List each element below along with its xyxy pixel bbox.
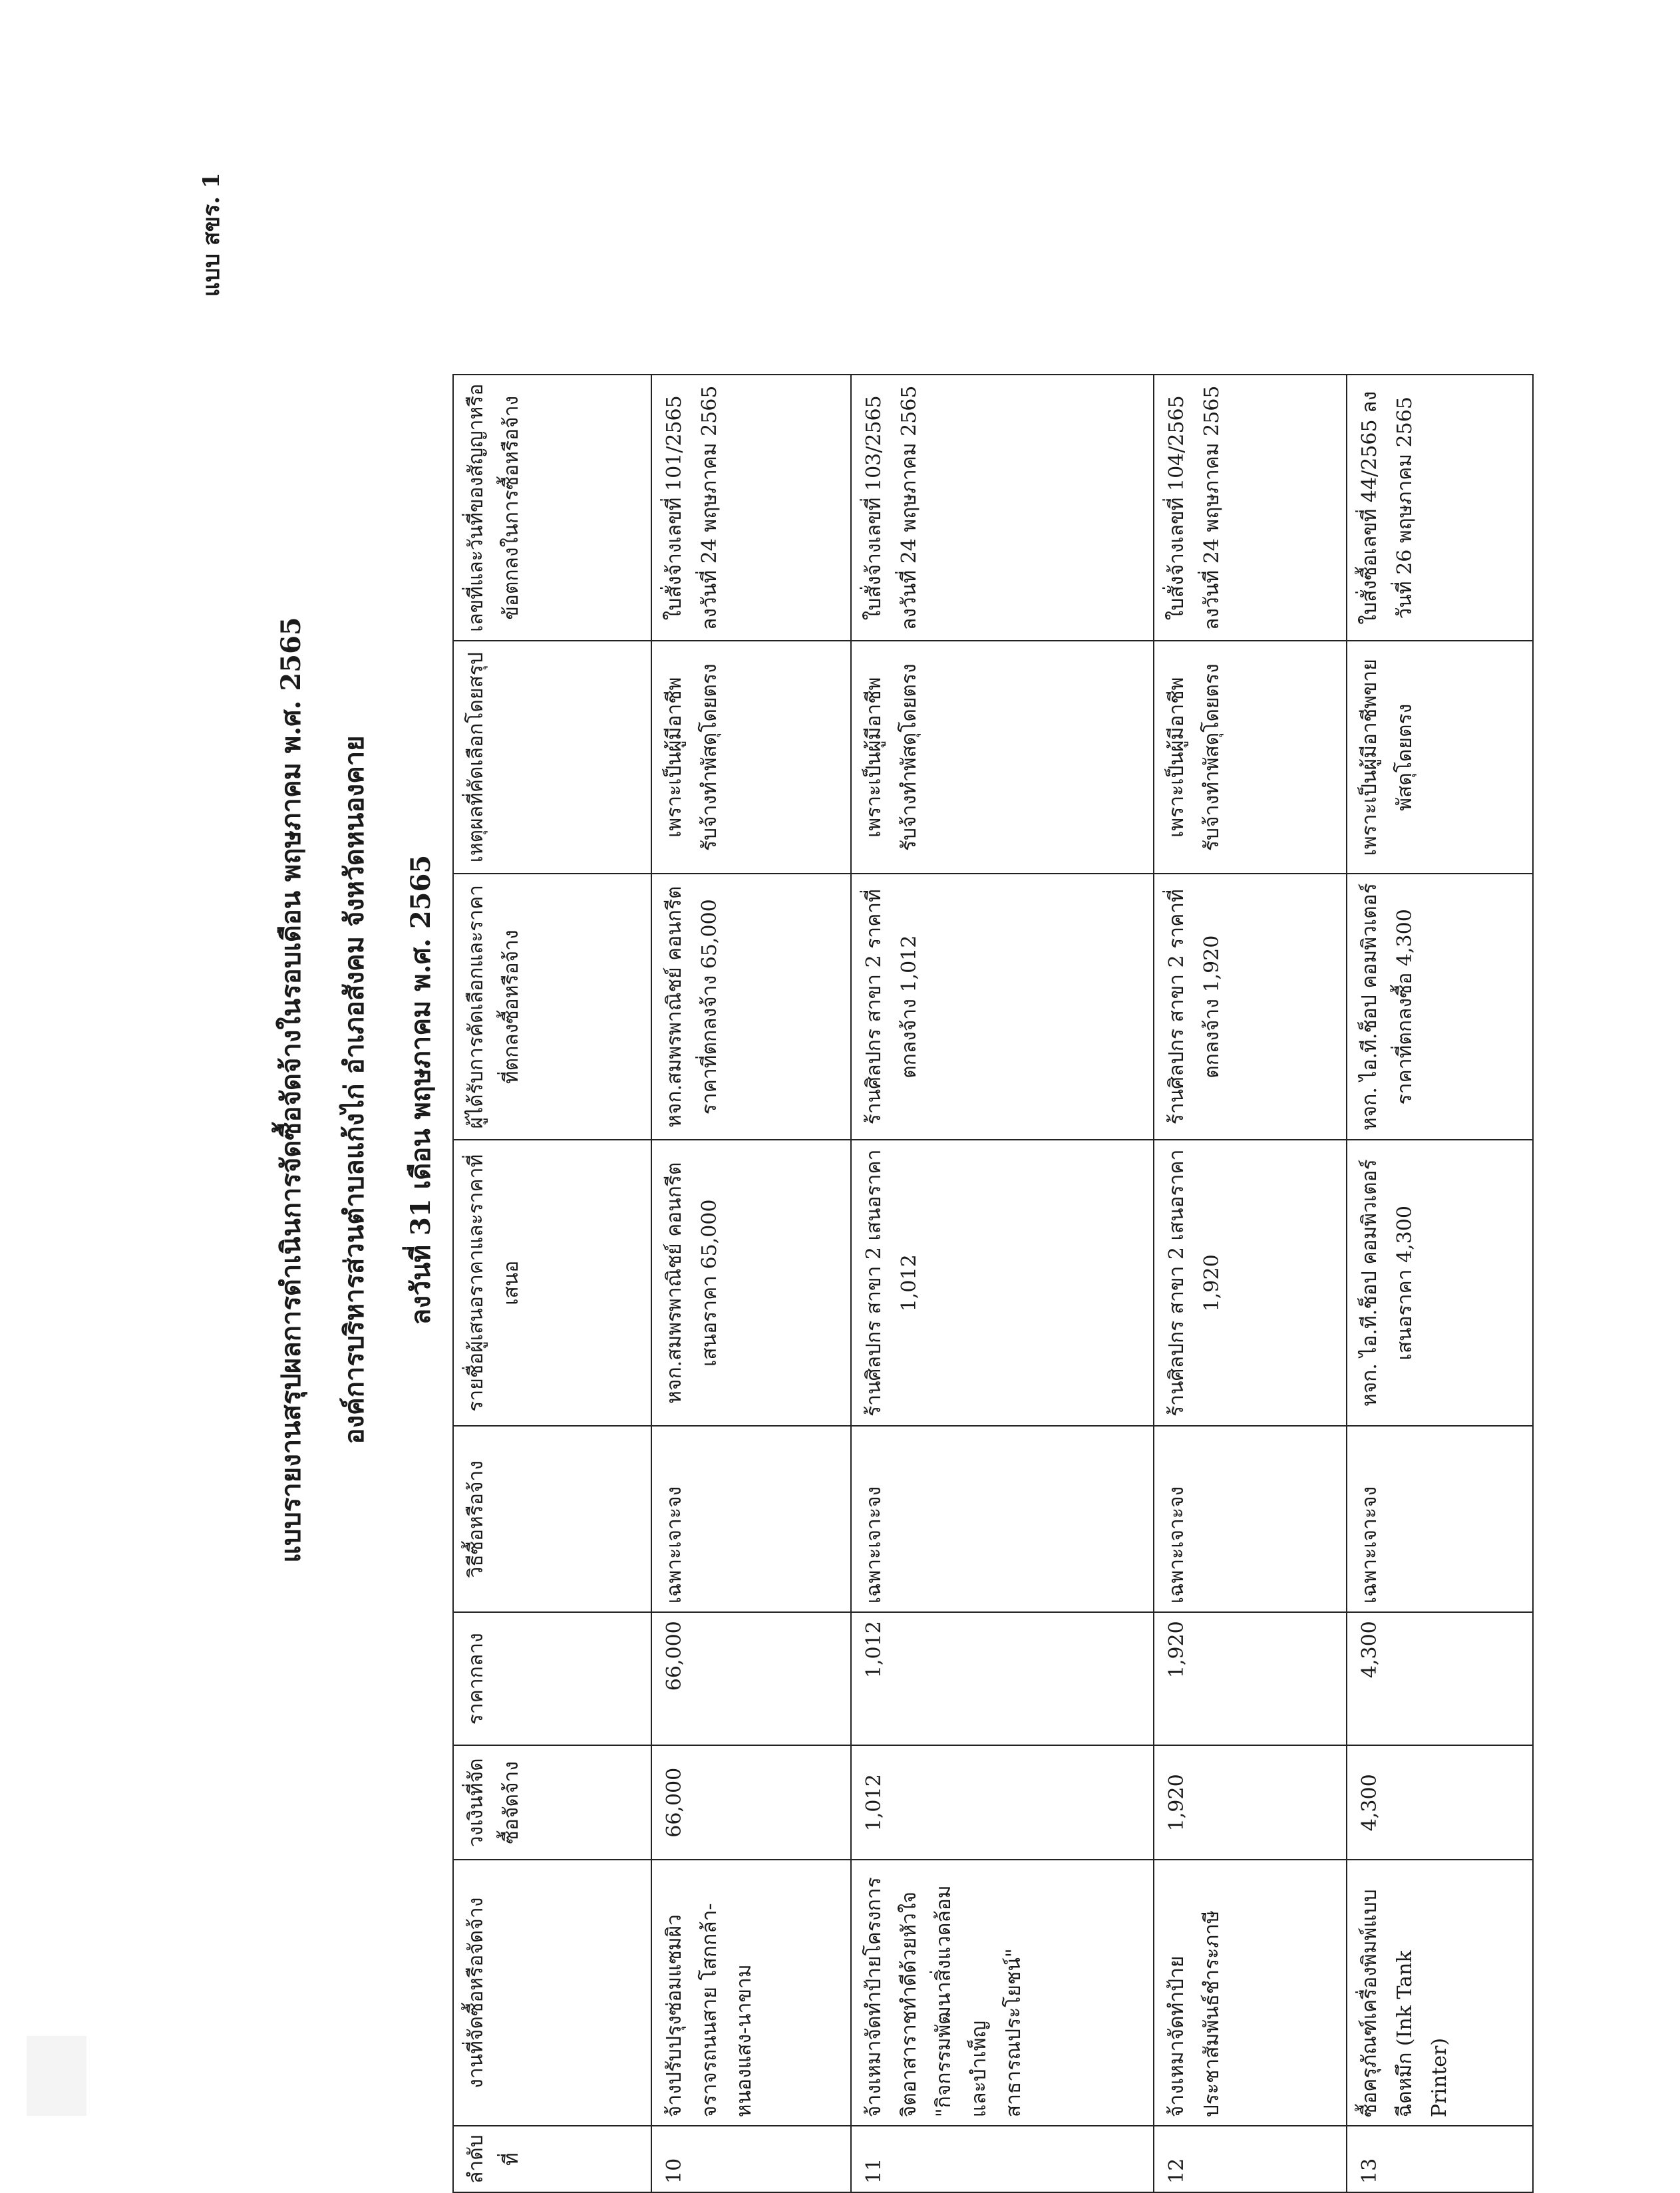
header-method: วิธีซื้อหรือจ้าง — [453, 1426, 651, 1612]
table-header-row — [453, 375, 651, 2192]
header-bidders: รายชื่อผู้เสนอราคาและราคาที่เสนอ — [453, 1140, 651, 1426]
cell-winner: หจก.สมพรพาณิชย์ คอนกรีต ราคาที่ตกลงจ้าง 65,000 — [651, 874, 851, 1140]
organization-name: องค์การบริหารส่วนตำบลแก้งไก่ อำเภอสังคม จังหวัดหนองคาย — [339, 735, 370, 1444]
header-budget: วงเงินที่จัดซื้อจัดจ้าง — [453, 1745, 651, 1860]
cell-median: 1,012 — [851, 1612, 1154, 1745]
cell-item: จ้างเหมาจัดทำป้ายประชาสัมพันธ์ชำระภาษี — [1154, 1860, 1347, 2126]
cell-item: จ้างปรับปรุงซ่อมแซมผิวจราจรถนนสาย โสกกล้า-หนองแสง-นาขาม — [651, 1860, 851, 2126]
header-reason: เหตุผลที่คัดเลือกโดยสรุป — [453, 641, 651, 874]
cell-winner: ร้านศิลปกร สาขา 2 ราคาที่ตกลงจ้าง 1,012 — [851, 874, 1154, 1140]
cell-budget: 1,920 — [1154, 1745, 1347, 1860]
cell-item: ซื้อครุภัณฑ์เครื่องพิมพ์แบบฉีดหมึก (Ink Tank Printer) — [1347, 1860, 1533, 2126]
cell-contract: ใบสั่งจ้างเลขที่ 101/2565 ลงวันที่ 24 พฤษภาคม 2565 — [651, 375, 851, 641]
cell-item: จ้างเหมาจัดทำป้ายโครงการจิตอาสาราชทำดีด้วยหัวใจ "กิจกรรมพัฒนาสิ่งแวดล้อมและบำเพ็ญสาธารณประโยชน์" — [851, 1860, 1154, 2126]
form-code: แบบ สขร. 1 — [198, 172, 225, 297]
cell-seq: 11 — [851, 2126, 1154, 2192]
header-winner: ผู้ได้รับการคัดเลือกและราคาที่ตกลงซื้อหรือจ้าง — [453, 874, 651, 1140]
procurement-table — [452, 374, 1534, 2193]
cell-bidders: ร้านศิลปกร สาขา 2 เสนอราคา 1,920 — [1154, 1140, 1347, 1426]
cell-bidders: ร้านศิลปกร สาขา 2 เสนอราคา 1,012 — [851, 1140, 1154, 1426]
cell-reason: เพราะเป็นผู้มีอาชีพขายพัสดุโดยตรง — [1347, 641, 1533, 874]
cell-bidders: หจก. ไอ.ที.ช็อป คอมพิวเตอร์ เสนอราคา 4,300 — [1347, 1140, 1533, 1426]
cell-median: 1,920 — [1154, 1612, 1347, 1745]
cell-median: 66,000 — [651, 1612, 851, 1745]
cell-winner: หจก. ไอ.ที.ช็อป คอมพิวเตอร์ ราคาที่ตกลงซื้อ 4,300 — [1347, 874, 1533, 1140]
cell-reason: เพราะเป็นผู้มีอาชีพ รับจ้างทำพัสดุโดยตรง — [851, 641, 1154, 874]
cell-contract: ใบสั่งซื้อเลขที่ 44/2565 ลงวันที่ 26 พฤษภาคม 2565 — [1347, 375, 1533, 641]
table-row — [1154, 375, 1347, 2192]
cell-contract: ใบสั่งจ้างเลขที่ 103/2565 ลงวันที่ 24 พฤษภาคม 2565 — [851, 375, 1154, 641]
cell-method: เฉพาะเจาะจง — [651, 1426, 851, 1612]
cell-seq: 12 — [1154, 2126, 1347, 2192]
cell-method: เฉพาะเจาะจง — [1347, 1426, 1533, 1612]
report-date: ลงวันที่ 31 เดือน พฤษภาคม พ.ศ. 2565 — [405, 854, 436, 1325]
cell-method: เฉพาะเจาะจง — [851, 1426, 1154, 1612]
cell-contract: ใบสั่งจ้างเลขที่ 104/2565 ลงวันที่ 24 พฤษภาคม 2565 — [1154, 375, 1347, 641]
cell-seq: 13 — [1347, 2126, 1533, 2192]
cell-bidders: หจก.สมพรพาณิชย์ คอนกรีต เสนอราคา 65,000 — [651, 1140, 851, 1426]
header-seq: ลำดับที่ — [453, 2126, 651, 2192]
table-row — [651, 375, 851, 2192]
cell-seq: 10 — [651, 2126, 851, 2192]
header-median: ราคากลาง — [453, 1612, 651, 1745]
header-item: งานที่จัดซื้อหรือจัดจ้าง — [453, 1860, 651, 2126]
cell-reason: เพราะเป็นผู้มีอาชีพ รับจ้างทำพัสดุโดยตรง — [1154, 641, 1347, 874]
cell-budget: 4,300 — [1347, 1745, 1533, 1860]
cell-reason: เพราะเป็นผู้มีอาชีพ รับจ้างทำพัสดุโดยตรง — [651, 641, 851, 874]
cell-method: เฉพาะเจาะจง — [1154, 1426, 1347, 1612]
header-contract: เลขที่และวันที่ของสัญญาหรือข้อตกลงในการซื้อหรือจ้าง — [453, 375, 651, 641]
table-row — [1347, 375, 1533, 2192]
cell-winner: ร้านศิลปกร สาขา 2 ราคาที่ตกลงจ้าง 1,920 — [1154, 874, 1347, 1140]
table-row — [851, 375, 1154, 2192]
cell-budget: 66,000 — [651, 1745, 851, 1860]
cell-budget: 1,012 — [851, 1745, 1154, 1860]
report-title: แบบรายงานสรุปผลการดำเนินการจัดซื้อจัดจ้างในรอบเดือน พฤษภาคม พ.ศ. 2565 — [275, 617, 307, 1563]
cell-median: 4,300 — [1347, 1612, 1533, 1745]
